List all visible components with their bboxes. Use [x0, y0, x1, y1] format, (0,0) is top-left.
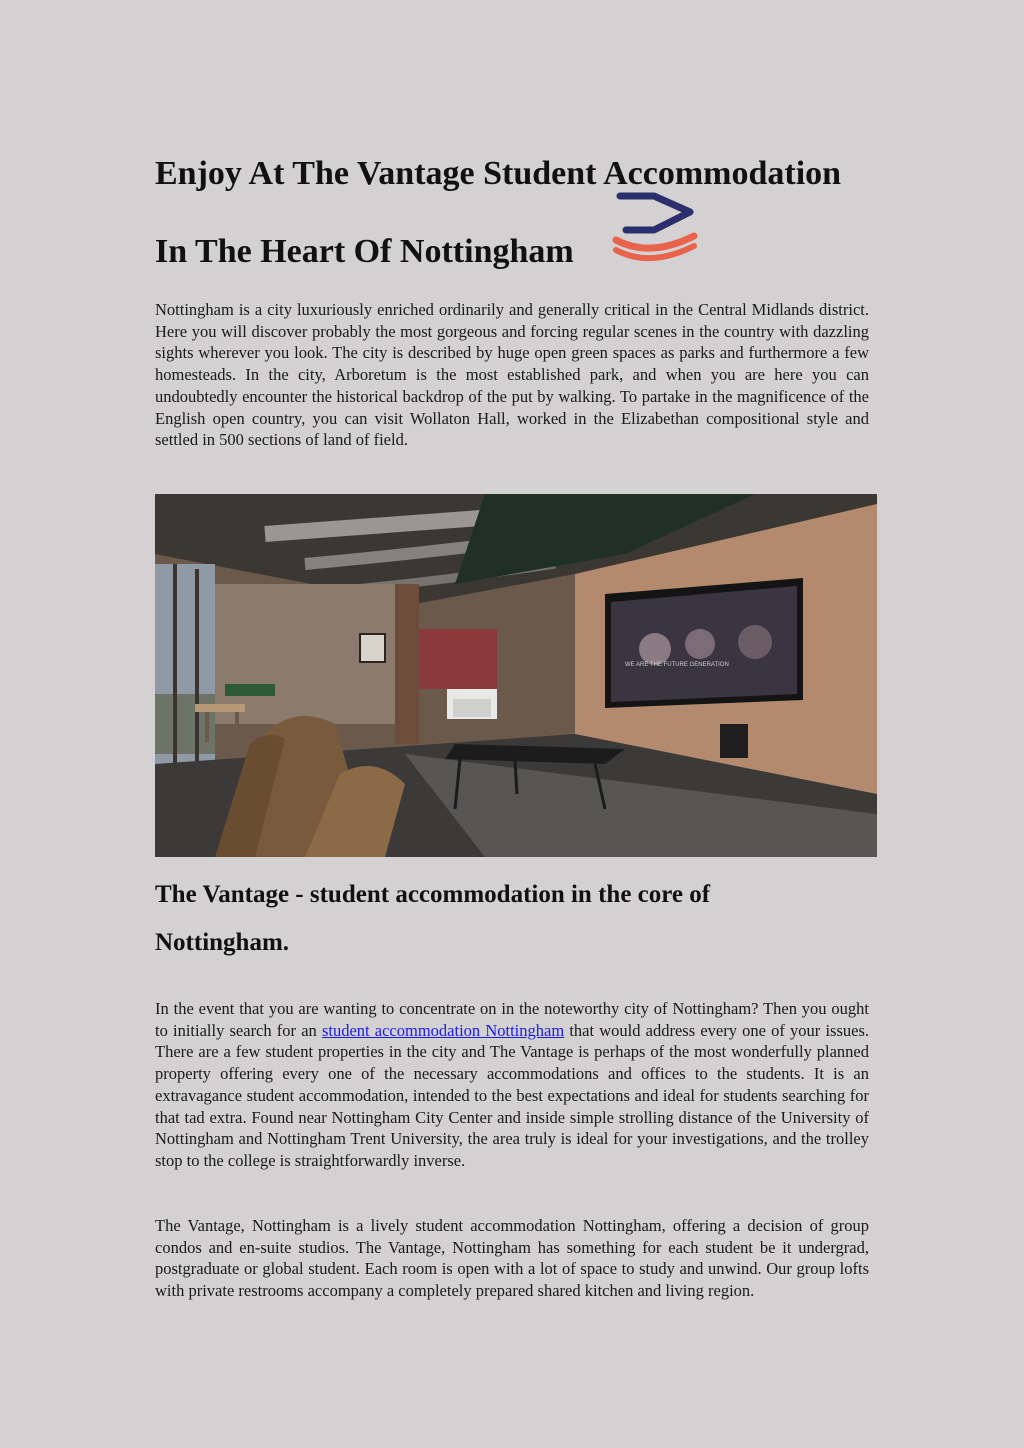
body-paragraph-1-text-end: that would address every one of your issues. There are a few student properties in the city and The Vantage is perhaps of the most wonderfully planned property offering every one of the necessary accommodations and offices to the students. It is an extravagance student accommodation, intended to the best expectations and ideal for students searching for that tad extra. Found near Nottingham City Center and inside simple strolling distance of the University of Nottingham and Nottingham Trent University, the area truly is ideal for your investigations, and the trolley stop to the college is straightforwardly inverse.	[155, 1020, 869, 1170]
intro-paragraph: Nottingham is a city luxuriously enriched ordinarily and generally critical in the Central Midlands district. Here you will discover probably the most gorgeous and forcing regular scenes in the country with dazzling sights wherever you look. The city is described by huge open green spaces as parks and furthermore a few homesteads. In the city, Arboretum is the most established park, and when you are here you can undoubtedly encounter the historical backdrop of the put by walking. To partake in the magnificence of the English open country, you can visit Wollaton Hall, worked in the Elizabethan compositional style and settled in 500 sections of land of field.	[155, 300, 869, 450]
tv-caption: WE ARE THE FUTURE GENERATION	[625, 662, 729, 668]
body-paragraph-1-text-start: In the event that you are wanting to concentrate on in the noteworthy city of Nottingham? Then you ought to initially search for an	[155, 999, 869, 1040]
body-paragraph-1	[155, 998, 869, 1172]
section-heading-line-1: The Vantage - student accommodation in the core of	[155, 881, 711, 908]
body-paragraph-2: The Vantage, Nottingham is a lively student accommodation Nottingham, offering a decision of group condos and en-suite studios. The Vantage, Nottingham has something for each student be it undergrad, postgraduate or global student. Each room is open with a lot of space to study and unwind. Our group lofts with private restrooms accompany a completely prepared shared kitchen and living region.	[155, 1216, 869, 1301]
section-heading-line-2: Nottingham.	[155, 929, 290, 956]
page-title-line-1: Enjoy At The Vantage Student Accommodation	[155, 155, 842, 192]
student-accommodation-link[interactable]: student accommodation Nottingham	[321, 1020, 565, 1040]
page-title-line-2: In The Heart Of Nottingham	[155, 233, 574, 270]
lounge-photo	[155, 494, 877, 857]
double-chevron-logo-icon	[610, 192, 702, 264]
